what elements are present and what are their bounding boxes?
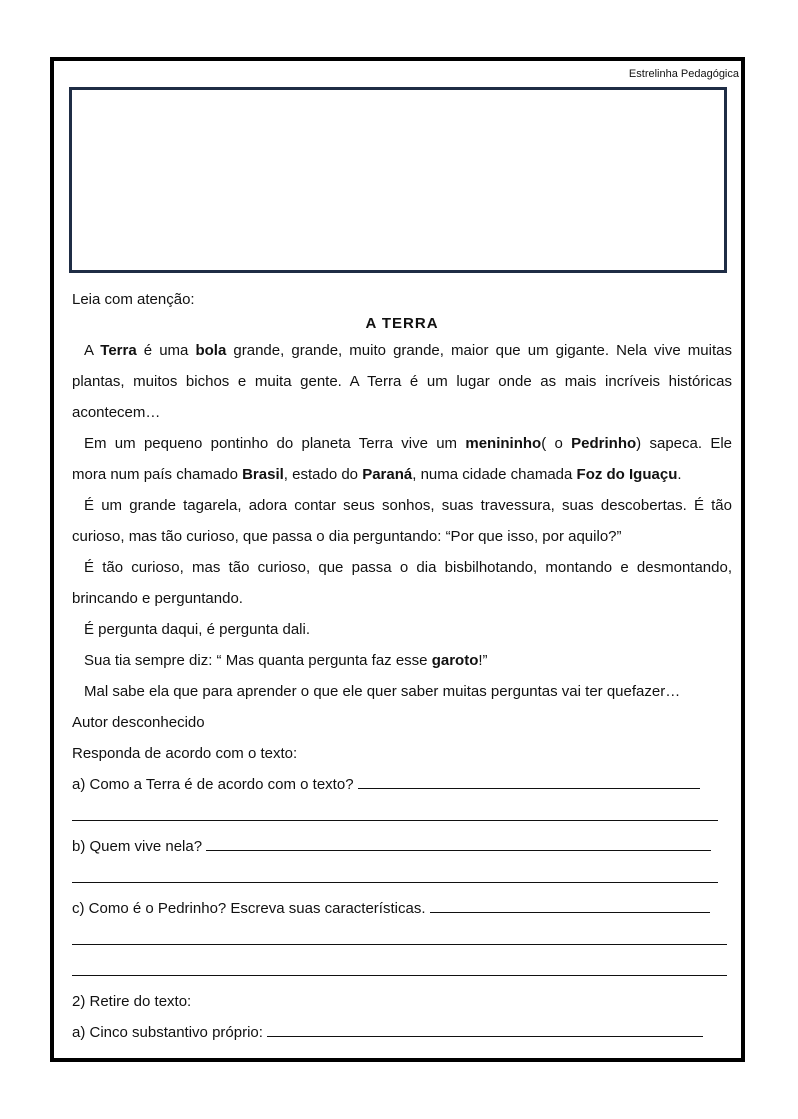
story-line: plantas, muitos bichos e muita gente. A Terra é um lugar onde as mais incríveis históricas — [72, 373, 732, 390]
intro-text: Leia com atenção: — [72, 291, 195, 308]
section-2-heading: 2) Retire do texto: — [72, 993, 192, 1010]
answer-row — [72, 800, 732, 831]
story-line: É um grande tagarela, adora contar seus sonhos, suas travessura, suas descobertas. É tão — [84, 497, 732, 514]
answer-line[interactable] — [358, 770, 700, 789]
drawing-box — [69, 87, 727, 273]
answer-line[interactable] — [430, 894, 710, 913]
story-line: Em um pequeno pontinho do planeta Terra vive um menininho( o Pedrinho) sapeca. Ele — [84, 435, 732, 452]
story-line: acontecem… — [72, 404, 161, 421]
story-line: curioso, mas tão curioso, que passa o dia perguntando: “Por que isso, por aquilo?” — [72, 528, 622, 545]
answer-line[interactable] — [72, 862, 718, 883]
answer-line[interactable] — [206, 832, 711, 851]
answer-line[interactable] — [72, 924, 727, 945]
story-line: mora num país chamado Brasil, estado do Paraná, numa cidade chamada Foz do Iguaçu. — [72, 466, 682, 483]
answer-row — [72, 862, 732, 893]
story-line: É tão curioso, mas tão curioso, que passa o dia bisbilhotando, montando e desmontando, — [84, 559, 732, 576]
story-line: É pergunta daqui, é pergunta dali. — [84, 621, 311, 638]
answer-row — [72, 955, 732, 986]
story-line: Mal sabe ela que para aprender o que ele quer saber muitas perguntas vai ter quefazer… — [84, 683, 681, 700]
answer-line[interactable] — [267, 1018, 703, 1037]
question-b: b) Quem vive nela? — [72, 831, 732, 862]
story-line: A Terra é uma bola grande, grande, muito grande, maior que um gigante. Nela vive muitas — [84, 342, 732, 359]
answer-row — [72, 924, 732, 955]
worksheet-frame — [50, 57, 745, 1062]
question-a: a) Como a Terra é de acordo com o texto? — [72, 769, 732, 800]
question-2a: a) Cinco substantivo próprio: — [72, 1017, 732, 1048]
worksheet-content — [72, 287, 732, 1048]
questions-instruction: Responda de acordo com o texto: — [72, 745, 298, 762]
story-title: A TERRA — [365, 315, 439, 332]
question-c: c) Como é o Pedrinho? Escreva suas características. — [72, 893, 732, 924]
credit-label: Estrelinha Pedagógica — [628, 68, 739, 80]
story-line: Sua tia sempre diz: “ Mas quanta pergunta faz esse garoto!” — [84, 652, 488, 669]
answer-line[interactable] — [72, 955, 727, 976]
story-line: brincando e perguntando. — [72, 590, 243, 607]
answer-line[interactable] — [72, 800, 718, 821]
author-credit: Autor desconhecido — [72, 714, 205, 731]
